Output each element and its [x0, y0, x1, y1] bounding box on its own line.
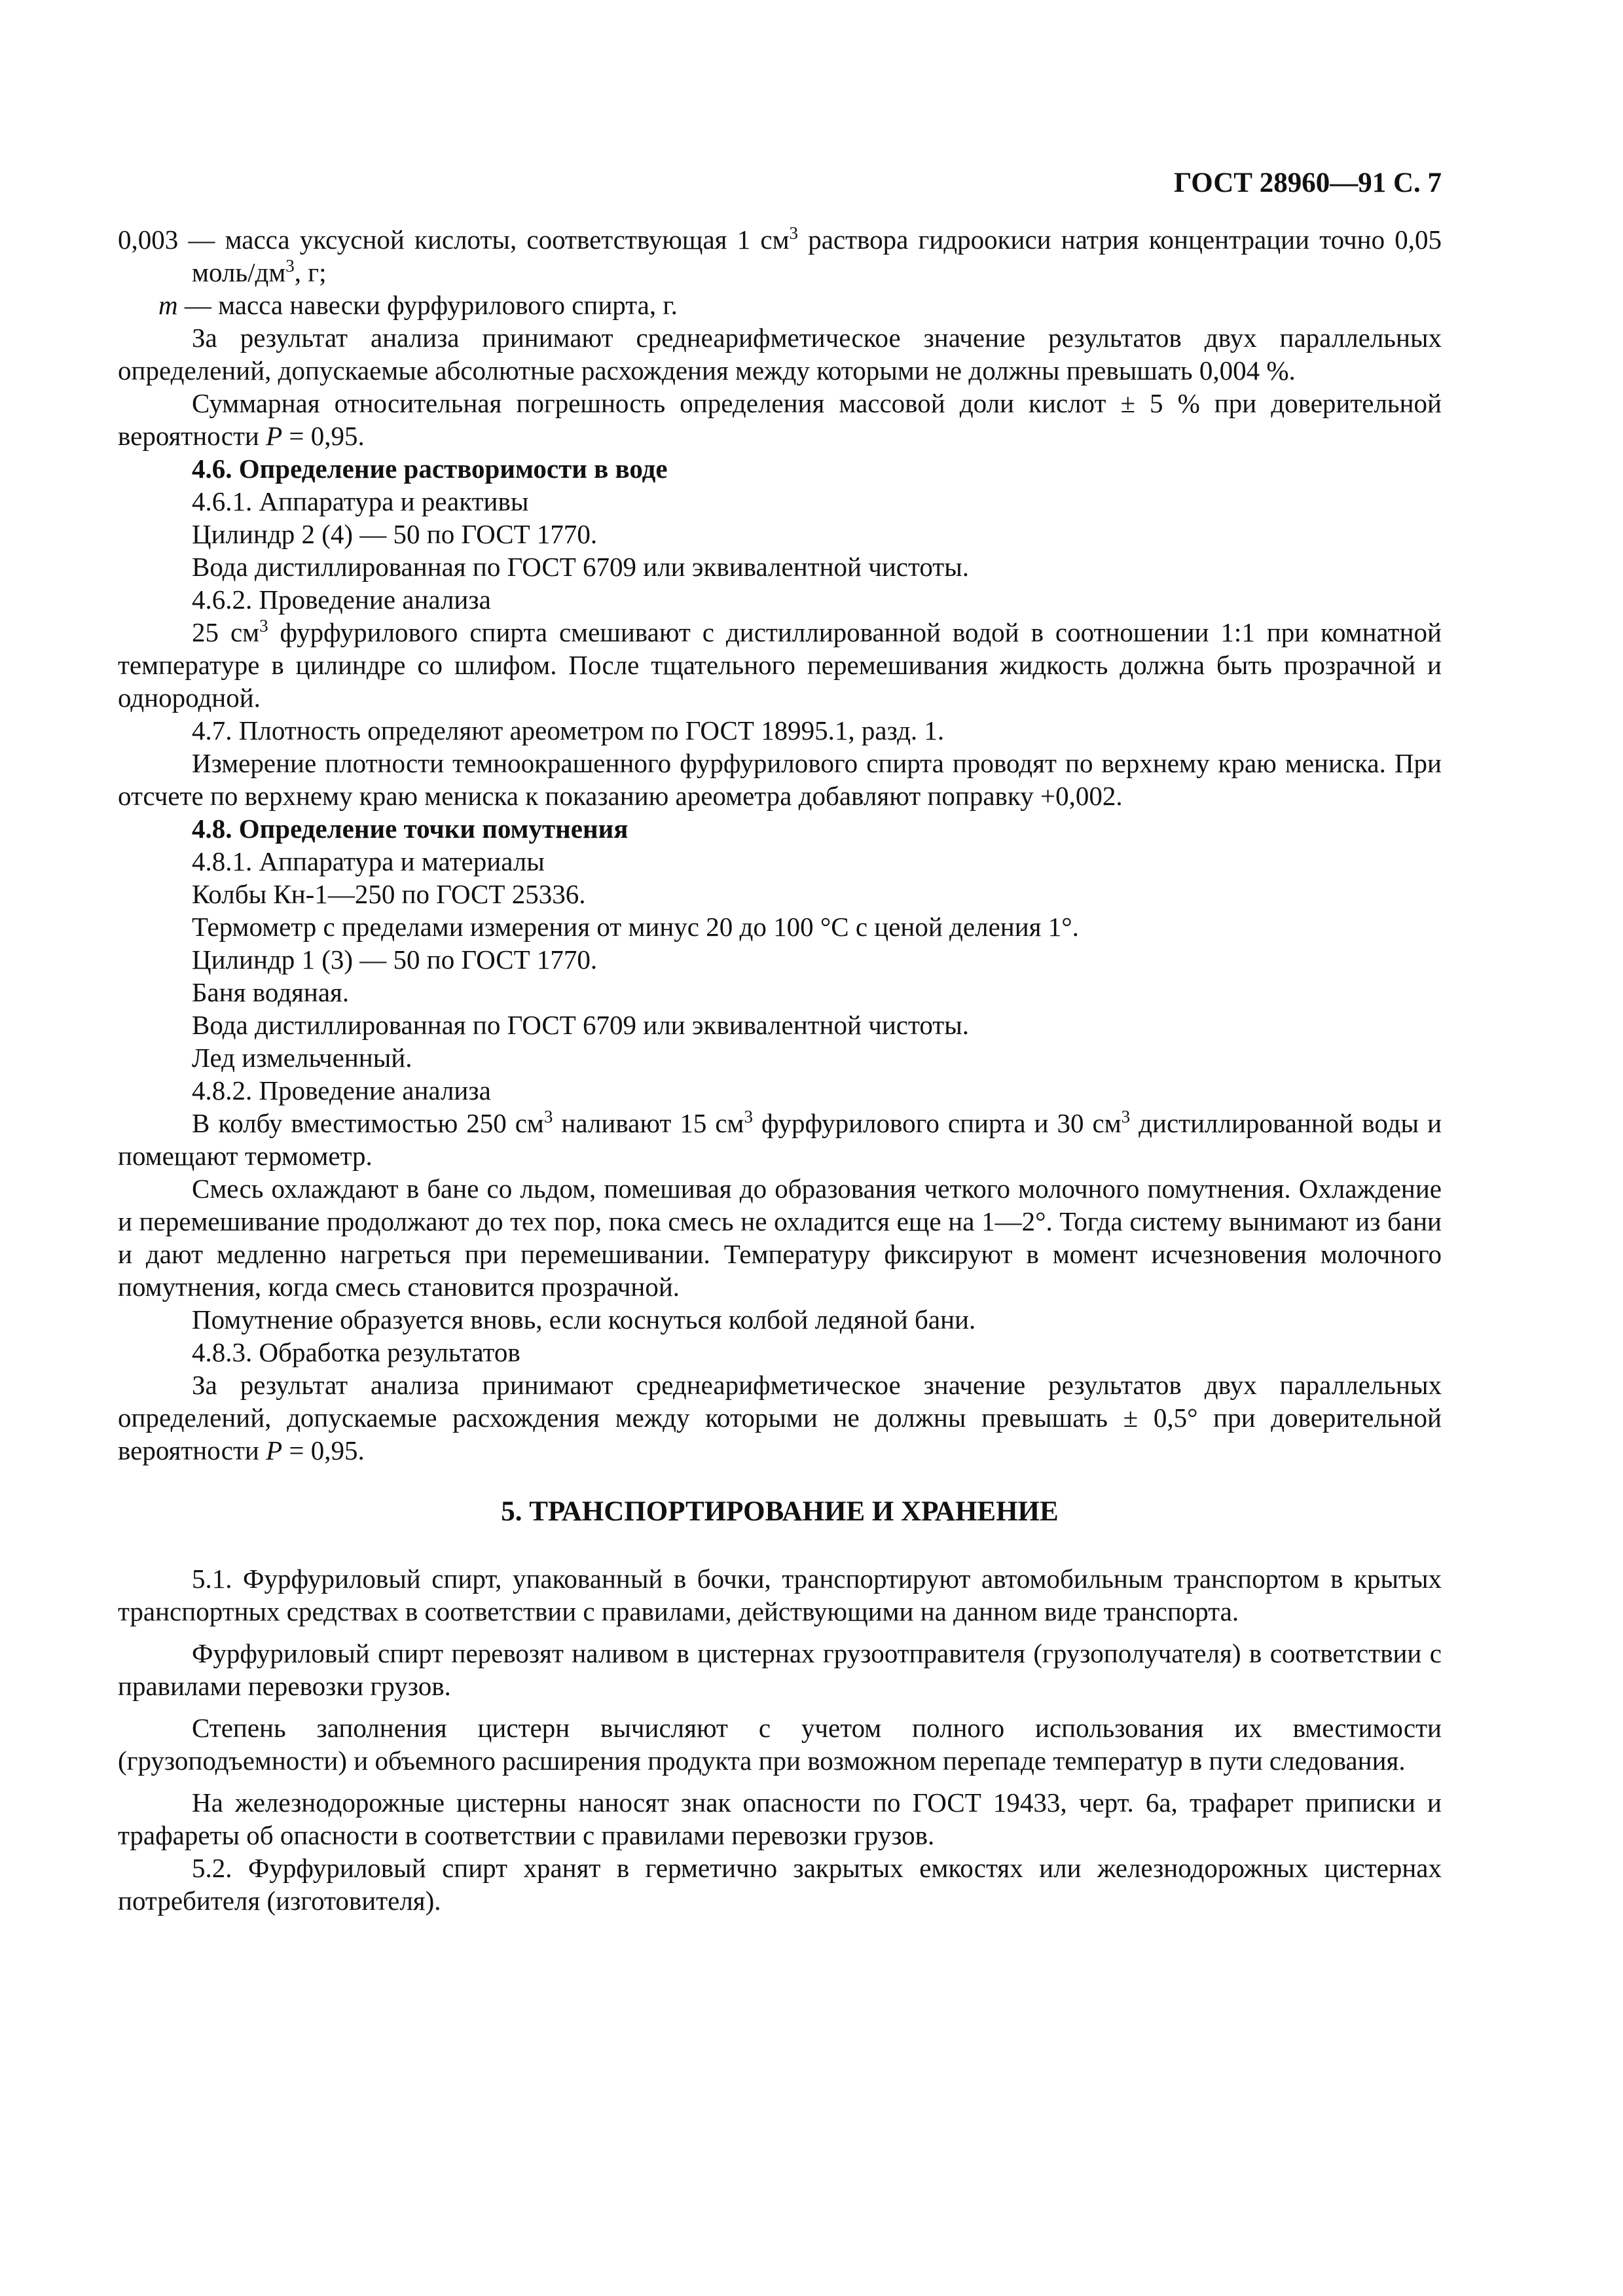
paragraph: Смесь охлаждают в бане со льдом, помешивая до образования четкого молочного помутнения. Охлаждение и перемешивание продолжают до тех пор, пока смесь не охладится еще на 1—2°. Тогда систему вынимают из бани и дают медленно нагреться при перемешивании. Температуру фиксируют в момент исчезновения молочного помутнения, когда смесь становится прозрачной.: [118, 1174, 1442, 1302]
subsection-heading: 4.8.1. Аппаратура и материалы: [192, 846, 545, 876]
paragraph: Термометр с пределами измерения от минус 20 до 100 °С с ценой деления 1°.: [192, 912, 1079, 942]
paragraph: 25 $см^3$ фурфурилового спирта смешивают с дистиллированной водой в соотношении 1:1 при комнатной температуре в цилиндре со шлифом. После тщательного перемешивания жидкость должна быть прозрачной и однородной.: [118, 616, 1442, 713]
section-heading-4-6: 4.6. Определение растворимости в воде: [192, 454, 668, 484]
subsection-heading: 4.8.3. Обработка результатов: [192, 1337, 520, 1367]
paragraph: 5.2. Фурфуриловый спирт хранят в герметично закрытых емкостях или железнодорожных цистернах потребителя (изготовителя).: [118, 1853, 1442, 1916]
section-title-5: 5. ТРАНСПОРТИРОВАНИЕ И ХРАНЕНИЕ: [501, 1496, 1059, 1527]
paragraph: Суммарная относительная погрешность определения массовой доли кислот ± 5 % при доверительной вероятности P = 0,95.: [118, 388, 1442, 451]
paragraph: За результат анализа принимают среднеарифметическое значение результатов двух параллельных определений, допускаемые расхождения между которыми не должны превышать ± 0,5° при доверительной вероятности P = 0,95.: [118, 1370, 1442, 1465]
formula-legend-item: m — масса навески фурфурилового спирта, г.: [158, 290, 678, 320]
paragraph: В колбу вместимостью 250 $см^3$ наливают 15 $см^3$ фурфурилового спирта и 30 $см^3$ дистиллированной воды и помещают термометр.: [118, 1107, 1442, 1171]
paragraph: За результат анализа принимают среднеарифметическое значение результатов двух параллельных определений, допускаемые абсолютные расхождения между которыми не должны превышать 0,004 %.: [118, 323, 1442, 386]
paragraph: Фурфуриловый спирт перевозят наливом в цистернах грузоотправителя (грузополучателя) в соответствии с правилами перевозки грузов.: [118, 1638, 1442, 1701]
subsection-heading: 4.8.2. Проведение анализа: [192, 1075, 491, 1105]
section-heading-4-8: 4.8. Определение точки помутнения: [192, 814, 629, 844]
paragraph: Измерение плотности темноокрашенного фурфурилового спирта проводят по верхнему краю мениска. При отсчете по верхнему краю мениска к показанию ареометра добавляют поправку +0,002.: [118, 748, 1442, 811]
paragraph: Помутнение образуется вновь, если коснуться колбой ледяной бани.: [192, 1304, 976, 1335]
paragraph: Лед измельченный.: [192, 1043, 412, 1073]
paragraph: Цилиндр 2 (4) — 50 по ГОСТ 1770.: [192, 519, 598, 549]
subsection-heading: 4.6.1. Аппаратура и реактивы: [192, 486, 529, 516]
formula-legend-item: 0,003 — масса уксусной кислоты, соответствующая 1 $см^3$ раствора гидроокиси натрия концентрации точно 0,05 моль/$дм^3$, г;: [118, 223, 1442, 287]
paragraph: Баня водяная.: [192, 977, 350, 1007]
paragraph: Колбы Кн-1—250 по ГОСТ 25336.: [192, 879, 586, 909]
paragraph: 4.7. Плотность определяют ареометром по ГОСТ 18995.1, разд. 1.: [192, 715, 945, 745]
page-header: ГОСТ 28960—91 С. 7: [1173, 168, 1442, 198]
paragraph: Вода дистиллированная по ГОСТ 6709 или эквивалентной чистоты.: [192, 1010, 970, 1040]
document-page: [118, 167, 1442, 1917]
paragraph: Цилиндр 1 (3) — 50 по ГОСТ 1770.: [192, 944, 598, 975]
paragraph: На железнодорожные цистерны наносят знак опасности по ГОСТ 19433, черт. 6а, трафарет приписки и трафареты об опасности в соответствии с правилами перевозки грузов.: [118, 1787, 1442, 1850]
paragraph: Вода дистиллированная по ГОСТ 6709 или эквивалентной чистоты.: [192, 552, 970, 582]
paragraph: 5.1. Фурфуриловый спирт, упакованный в бочки, транспортируют автомобильным транспортом в крытых транспортных средствах в соответствии с правилами, действующими на данном виде транспорта.: [118, 1564, 1442, 1626]
subsection-heading: 4.6.2. Проведение анализа: [192, 584, 491, 615]
paragraph: Степень заполнения цистерн вычисляют с учетом полного использования их вместимости (грузоподъемности) и объемного расширения продукта при возможном перепаде температур в пути следования.: [118, 1713, 1442, 1776]
